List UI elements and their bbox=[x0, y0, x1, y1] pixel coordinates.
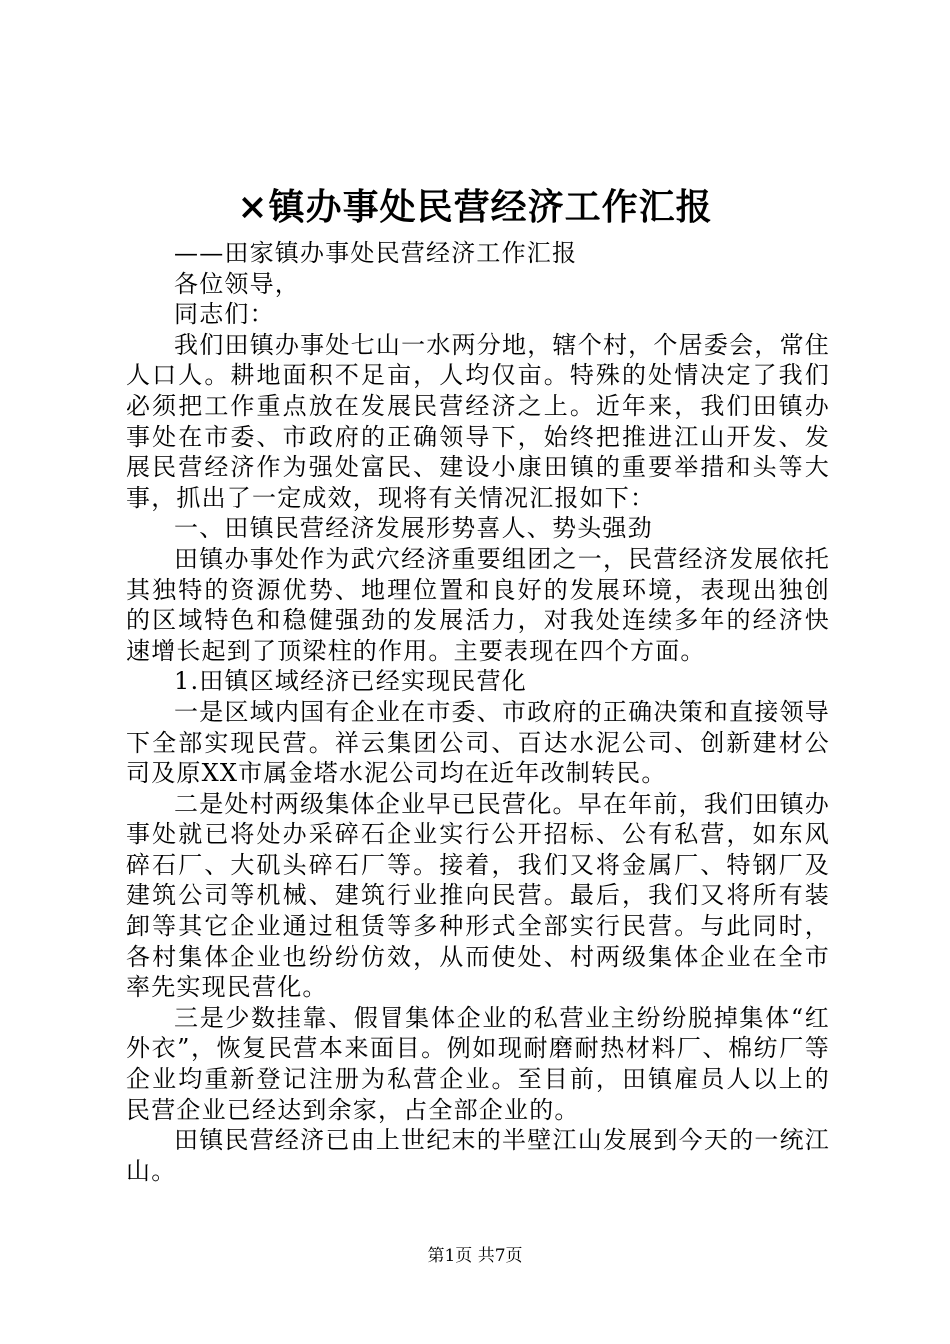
salutation-paragraph: 同志们： bbox=[174, 300, 275, 329]
body-paragraph: 二是处村两级集体企业早已民营化。早在年前，我们田镇办事处就已将处办采碎石企业实行公开招标、公有私营，如东风碎石厂、大矶头碎石厂等。接着，我们又将金属厂、特钢厂及建筑公司等机械、建筑行业推向民营。最后，我们又将所有装卸等其它企业通过租赁等多种形式全部实行民营。与此同时，各村集体企业也纷纷仿效，从而使处、村两级集体企业在全市率先实现民营化。 bbox=[126, 789, 830, 1002]
document-title: ×镇办事处民营经济工作汇报 bbox=[237, 186, 713, 228]
body-paragraph: 田镇民营经济已由上世纪末的半壁江山发展到今天的一统江山。 bbox=[126, 1126, 830, 1185]
body-paragraph: 一是区域内国有企业在市委、市政府的正确决策和直接领导下全部实现民营。祥云集团公司、百达水泥公司、创新建材公司及原XX市属金塔水泥公司均在近年改制转民。 bbox=[126, 697, 830, 788]
document-body bbox=[126, 238, 830, 1186]
section-heading: 一、田镇民营经济发展形势喜人、势头强劲 bbox=[174, 514, 653, 543]
page-footer: 第1页 共7页 bbox=[427, 1246, 523, 1266]
body-paragraph: 三是少数挂靠、假冒集体企业的私营业主纷纷脱掉集体“红外衣”，恢复民营本来面目。例如现耐磨耐热材料厂、棉纺厂等企业均重新登记注册为私营企业。至目前，田镇雇员人以上的民营企业已经达到余家，占全部企业的。 bbox=[126, 1003, 830, 1124]
body-paragraph: 田镇办事处作为武穴经济重要组团之一，民营经济发展依托其独特的资源优势、地理位置和良好的发展环境，表现出独创的区域特色和稳健强劲的发展活力，对我处连续多年的经济快速增长起到了顶梁柱的作用。主要表现在四个方面。 bbox=[126, 544, 830, 665]
salutation-paragraph: 各位领导， bbox=[174, 269, 300, 298]
subtitle-paragraph: ——田家镇办事处民营经济工作汇报 bbox=[174, 239, 578, 267]
subsection-heading: 1.田镇区域经济已经实现民营化 bbox=[174, 667, 527, 696]
body-paragraph: 我们田镇办事处七山一水两分地，辖个村，个居委会，常住人口人。耕地面积不足亩，人均仅亩。特殊的处情决定了我们必须把工作重点放在发展民营经济之上。近年来，我们田镇办事处在市委、市政府的正确领导下，始终把推进江山开发、发展民营经济作为强处富民、建设小康田镇的重要举措和头等大事，抓出了一定成效，现将有关情况汇报如下： bbox=[126, 330, 830, 512]
